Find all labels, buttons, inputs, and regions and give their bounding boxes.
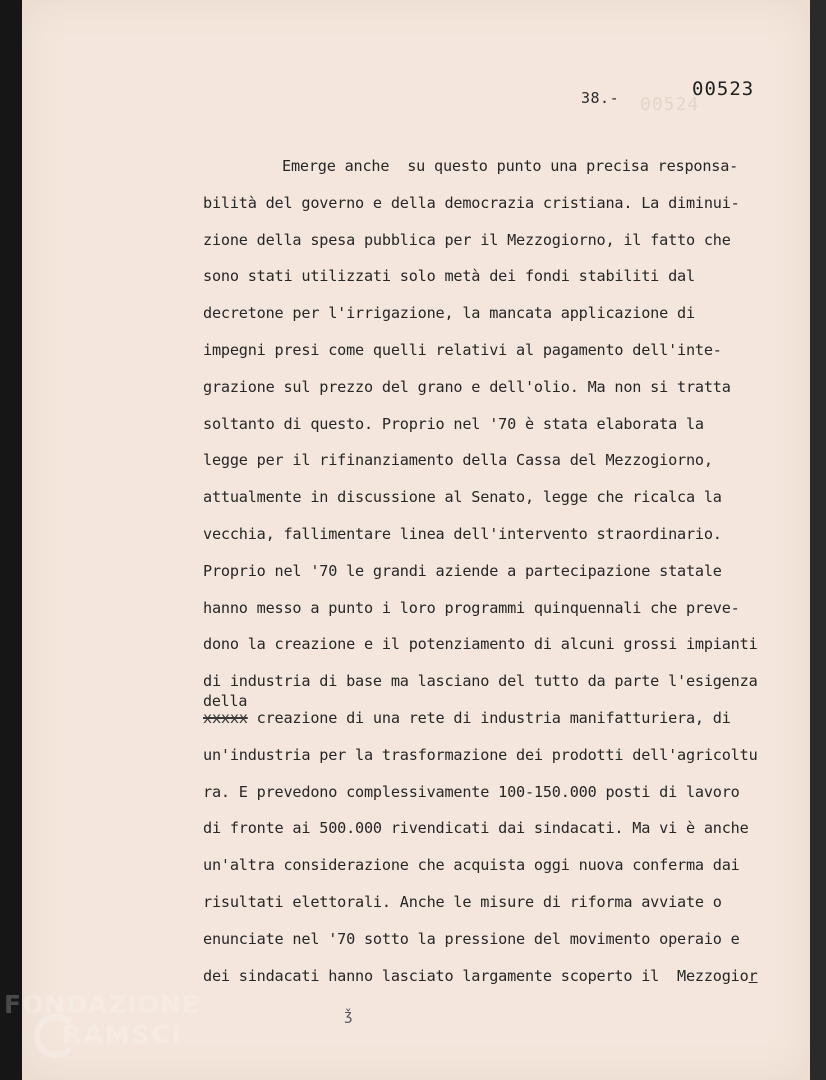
correction bbox=[203, 691, 248, 732]
stray-mark: ǯ bbox=[344, 1008, 353, 1024]
text-line: grazione sul prezzo del grano e dell'olio. Ma non si tratta bbox=[203, 377, 731, 396]
text-line: hanno messo a punto i loro programmi quinquennali che preve- bbox=[203, 598, 740, 617]
text-line: un'altra considerazione che acquista oggi nuova conferma dai bbox=[203, 856, 740, 875]
text-line: soltanto di questo. Proprio nel '70 è stata elaborata la bbox=[203, 414, 704, 433]
struck-out-word: xxxxx bbox=[203, 708, 248, 727]
archive-watermark bbox=[4, 990, 214, 1060]
text-line: bilità del governo e della democrazia cristiana. La diminui- bbox=[203, 193, 740, 212]
text-line: ra. E prevedono complessivamente 100-150.000 posti di lavoro bbox=[203, 782, 740, 801]
archive-number: 00523 bbox=[692, 78, 755, 100]
text-line: di industria di base ma lasciano del tutto da parte l'esigenza bbox=[203, 672, 758, 691]
watermark-line-2: RAMSCI bbox=[62, 1020, 184, 1049]
text-line: zione della spesa pubblica per il Mezzogiorno, il fatto che bbox=[203, 230, 731, 249]
scan-edge bbox=[810, 0, 826, 1080]
corrected-line bbox=[203, 691, 803, 741]
text-line: vecchia, fallimentare linea dell'intervento straordinario. bbox=[203, 524, 722, 543]
text-line: dono la creazione e il potenziamento di alcuni grossi impianti bbox=[203, 635, 758, 654]
text-line-rest: creazione di una rete di industria manifatturiera, di bbox=[247, 708, 731, 727]
typewritten-body bbox=[203, 152, 803, 998]
text-line: Proprio nel '70 le grandi aziende a partecipazione statale bbox=[203, 561, 722, 580]
text-line: sono stati utilizzati solo metà dei fondi stabiliti dal bbox=[203, 267, 695, 286]
text-line: enunciate nel '70 sotto la pressione del movimento operaio e bbox=[203, 929, 740, 948]
text-line: di fronte ai 500.000 rivendicati dai sindacati. Ma vi è anche bbox=[203, 819, 749, 838]
inserted-word: della bbox=[203, 691, 248, 710]
page-number: 38.- bbox=[581, 89, 620, 107]
bleed-through-number: 00524 bbox=[640, 94, 700, 115]
text-line: un'industria per la trasformazione dei prodotti dell'agricoltu bbox=[203, 745, 758, 764]
watermark-line-1: FONDAZIONE bbox=[4, 990, 201, 1019]
text-line: Emerge anche su questo punto una precisa responsa- bbox=[282, 157, 739, 175]
text-line: impegni presi come quelli relativi al pagamento dell'inte- bbox=[203, 340, 722, 359]
underlined-letter: r bbox=[748, 966, 758, 985]
text-line: risultati elettorali. Anche le misure di riforma avviate o bbox=[203, 892, 722, 911]
text-line: decretone per l'irrigazione, la mancata applicazione di bbox=[203, 304, 695, 323]
text-line-last bbox=[203, 962, 803, 999]
last-line-text: dei sindacati hanno lasciato largamente scoperto il Mezzogio bbox=[203, 966, 749, 985]
text-line: attualmente in discussione al Senato, legge che ricalca la bbox=[203, 488, 722, 507]
text-line: legge per il rifinanziamento della Cassa del Mezzogiorno, bbox=[203, 451, 713, 470]
